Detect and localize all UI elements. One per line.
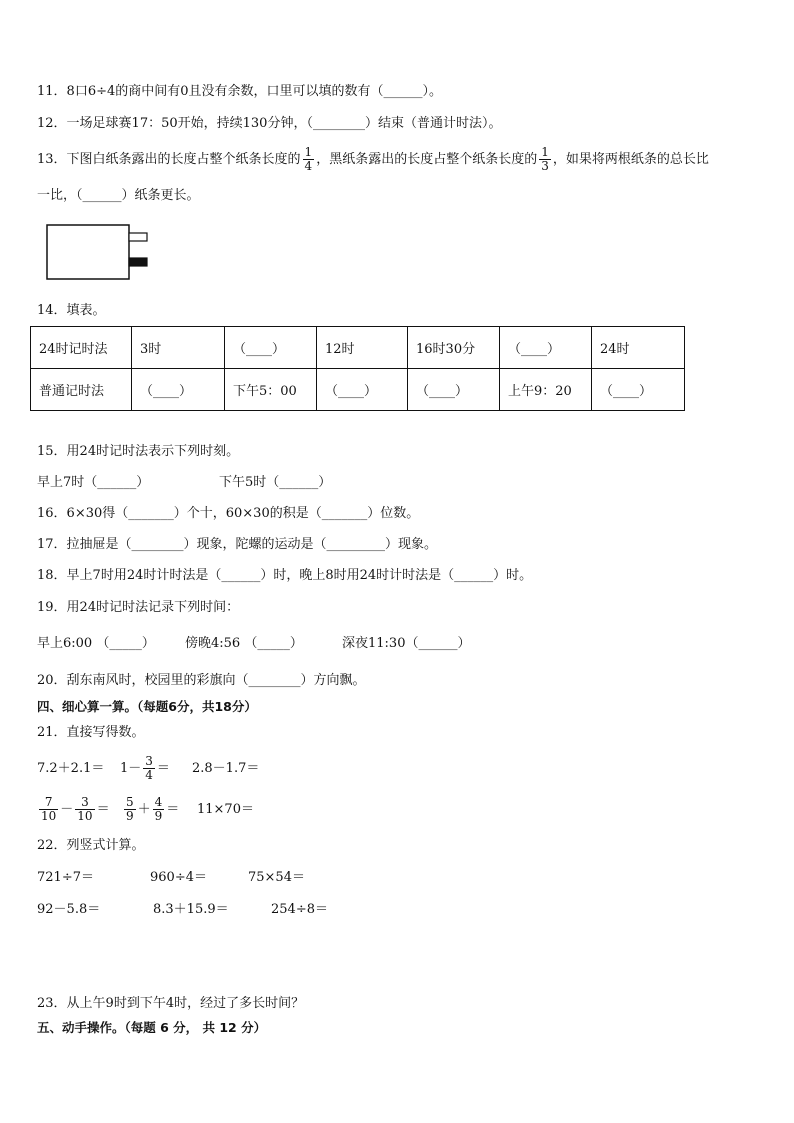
- q21-item-d: $\frac{7}{10}$ － $\frac{3}{10}$ ＝: [41, 795, 110, 823]
- table-cell: （____）: [225, 327, 317, 369]
- fraction: $\frac{1}{3}$: [541, 145, 549, 173]
- table-row: [31, 369, 685, 411]
- section-5-heading: 五、动手操作。（每题 6 分， 共 12 分）: [37, 1020, 267, 1035]
- table-cell: 下午5：00: [225, 369, 317, 411]
- table-row: [31, 327, 685, 369]
- table-cell: （____）: [592, 369, 685, 411]
- question-22-title: 22．列竖式计算。: [37, 838, 145, 853]
- section-4-heading: 四、细心算一算。（每题6分，共18分）: [37, 699, 257, 714]
- q19-item-c: 深夜11:30（______）: [342, 636, 471, 651]
- q15-item-a: 早上7时（______）: [37, 475, 150, 490]
- q22-item-f: 254÷8＝: [271, 902, 328, 917]
- table-cell: 普通记时法: [31, 369, 132, 411]
- table-cell: 3时: [132, 327, 225, 369]
- q22-item-e: 8.3＋15.9＝: [153, 902, 229, 917]
- question-17: 17．拉抽屉是（________）现象，陀螺的运动是（_________）现象。: [37, 537, 438, 552]
- question-20: 20．刮东南风时，校园里的彩旗向（________）方向飘。: [37, 673, 366, 688]
- fraction: $\frac{1}{4}$: [304, 145, 313, 173]
- table-cell: （____）: [132, 369, 225, 411]
- fraction: $\frac{5}{9}$: [126, 795, 134, 823]
- table-cell: （____）: [317, 369, 408, 411]
- table-cell: 24时记时法: [31, 327, 132, 369]
- table-cell: 16时30分: [408, 327, 500, 369]
- q22-item-c: 75×54＝: [248, 870, 305, 885]
- question-13: [37, 140, 709, 180]
- fraction: $\frac{7}{10}$: [41, 795, 57, 823]
- q22-item-d: 92－5.8＝: [37, 902, 101, 917]
- q15-item-b: 下午5时（______）: [219, 475, 332, 490]
- question-11: 11．8口6÷4的商中间有0且没有余数，口里可以填的数有（______）。: [37, 84, 443, 99]
- fraction: $\frac{3}{10}$: [77, 795, 93, 823]
- question-13-line-2: 一比，（______）纸条更长。: [37, 188, 200, 203]
- table-cell: （____）: [500, 327, 592, 369]
- question-21-title: 21．直接写得数。: [37, 725, 145, 740]
- q22-item-a: 721÷7＝: [37, 870, 94, 885]
- table-cell: 12时: [317, 327, 408, 369]
- question-14-title: 14．填表。: [37, 303, 106, 318]
- cover-box: [47, 225, 129, 279]
- black-strip: [129, 258, 147, 266]
- question-19-title: 19．用24时记时法记录下列时间：: [37, 600, 240, 615]
- question-16: 16．6×30得（_______）个十，60×30的积是（_______）位数。: [37, 506, 420, 521]
- paper-strips-figure: [46, 224, 156, 284]
- q22-item-b: 960÷4＝: [150, 870, 207, 885]
- q21-item-e: $\frac{5}{9}$ ＋ $\frac{4}{9}$ ＝: [126, 795, 180, 823]
- question-15-title: 15．用24时记时法表示下列时刻。: [37, 444, 240, 459]
- question-23: 23．从上午9时到下午4时，经过了多长时间？: [37, 996, 305, 1011]
- q21-item-b: 1－ $\frac{3}{4}$ ＝: [120, 754, 170, 782]
- fraction: $\frac{4}{9}$: [154, 795, 163, 823]
- q19-item-b: 傍晚4:56 （_____）: [185, 636, 303, 651]
- fraction: $\frac{3}{4}$: [145, 754, 153, 782]
- q21-item-a: 7.2＋2.1＝: [37, 761, 105, 776]
- white-strip: [129, 233, 147, 241]
- q21-item-c: 2.8－1.7＝: [192, 761, 260, 776]
- q13-text-2: ，黑纸条露出的长度占整个纸条长度的: [316, 152, 538, 167]
- q19-item-a: 早上6:00 （_____）: [37, 636, 155, 651]
- question-18: 18．早上7时用24时计时法是（______）时，晚上8时用24时计时法是（______）时。: [37, 568, 533, 583]
- table-cell: 上午9：20: [500, 369, 592, 411]
- table-cell: 24时: [592, 327, 685, 369]
- time-table: [30, 326, 685, 411]
- q13-text-3: ，如果将两根纸条的总长比: [552, 152, 709, 167]
- q13-text-1: 13．下图白纸条露出的长度占整个纸条长度的: [37, 152, 301, 167]
- question-12: 12．一场足球赛17：50开始，持续130分钟，（________）结束（普通计时法）。: [37, 116, 502, 131]
- q21-item-f: 11×70＝: [197, 802, 254, 817]
- table-cell: （____）: [408, 369, 500, 411]
